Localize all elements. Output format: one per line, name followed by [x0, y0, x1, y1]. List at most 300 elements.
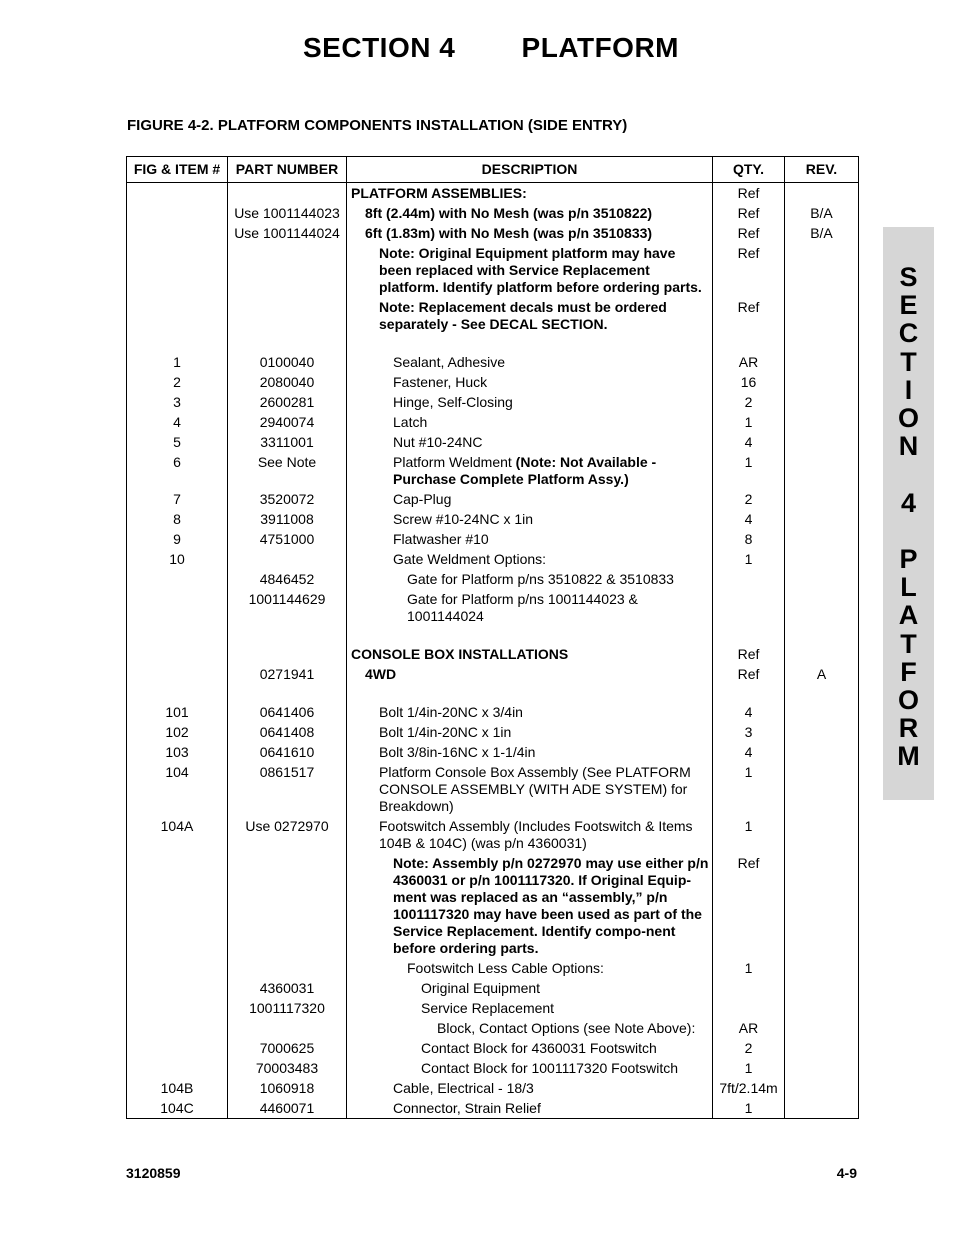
description-text	[351, 646, 710, 663]
description-main: Note: Original Equipment platform may have been replaced with Service Replacement platform. Identify platform before ordering parts.	[379, 244, 702, 295]
qty-cell: Ref	[713, 243, 785, 297]
description-main: Nut #10-24NC	[393, 433, 483, 450]
fig-item-cell	[127, 243, 228, 297]
part-number-cell: 3911008	[228, 509, 347, 529]
table-row	[127, 762, 859, 816]
figure-title: FIGURE 4-2. PLATFORM COMPONENTS INSTALLATION (SIDE ENTRY)	[127, 117, 628, 134]
rev-cell	[785, 243, 859, 297]
side-tab-letter: F	[900, 656, 917, 687]
description-main: 6ft (1.83m) with No Mesh (was p/n 3510833)	[365, 224, 653, 241]
description-cell	[347, 816, 713, 853]
part-number-cell: Use 1001144023	[228, 203, 347, 223]
description-cell	[347, 549, 713, 569]
spacer-cell	[228, 334, 347, 352]
rev-cell	[785, 998, 859, 1018]
description-cell	[347, 452, 713, 489]
table-row	[127, 549, 859, 569]
description-main: Latch	[393, 413, 428, 430]
parts-table-body	[127, 183, 859, 1119]
fig-item-cell: 8	[127, 509, 228, 529]
table-row	[127, 352, 859, 372]
rev-cell	[785, 978, 859, 998]
side-tab-letter: R	[898, 713, 919, 744]
description-cell	[347, 1038, 713, 1058]
part-number-cell	[228, 183, 347, 204]
description-text	[351, 764, 710, 815]
spacer-cell	[347, 626, 713, 644]
fig-item-cell: 104	[127, 762, 228, 816]
part-number-cell: 0100040	[228, 352, 347, 372]
side-tab-letter: L	[900, 572, 917, 603]
qty-cell: 3	[713, 722, 785, 742]
header-fig-item: FIG & ITEM #	[127, 157, 228, 183]
description-text	[351, 704, 710, 721]
description-cell	[347, 589, 713, 626]
fig-item-cell: 104B	[127, 1078, 228, 1098]
description-text	[351, 354, 710, 371]
description-text	[351, 414, 710, 431]
qty-cell: Ref	[713, 223, 785, 243]
part-number-cell: 0641408	[228, 722, 347, 742]
description-text	[351, 960, 710, 977]
rev-cell	[785, 529, 859, 549]
description-cell	[347, 392, 713, 412]
fig-item-cell	[127, 589, 228, 626]
description-cell	[347, 243, 713, 297]
description-text	[351, 245, 710, 296]
header-qty: QTY.	[713, 157, 785, 183]
rev-cell	[785, 297, 859, 334]
spacer-cell	[228, 684, 347, 702]
table-row	[127, 392, 859, 412]
rev-cell	[785, 762, 859, 816]
fig-item-cell: 102	[127, 722, 228, 742]
rev-cell	[785, 742, 859, 762]
side-tab-letter: C	[898, 318, 919, 349]
table-row	[127, 297, 859, 334]
description-text	[351, 1060, 710, 1077]
qty-cell: 1	[713, 412, 785, 432]
fig-item-cell	[127, 853, 228, 958]
fig-item-cell: 104A	[127, 816, 228, 853]
fig-item-cell: 5	[127, 432, 228, 452]
description-cell	[347, 569, 713, 589]
table-row	[127, 1098, 859, 1119]
fig-item-cell	[127, 223, 228, 243]
description-main: Gate for Platform p/ns 3510822 & 3510833	[407, 570, 674, 587]
spacer-cell	[127, 334, 228, 352]
rev-cell	[785, 816, 859, 853]
side-tab-letter: E	[899, 290, 918, 321]
fig-item-cell: 10	[127, 549, 228, 569]
side-tab-letter: S	[899, 262, 918, 292]
description-cell	[347, 352, 713, 372]
rev-cell	[785, 392, 859, 412]
section-side-tab	[883, 227, 934, 800]
description-main: Footswitch Assembly (Includes Footswitch & Items 104B & 104C) (was p/n 4360031)	[379, 817, 693, 851]
table-row	[127, 243, 859, 297]
part-number-cell: 4460071	[228, 1098, 347, 1119]
table-row	[127, 223, 859, 243]
table-row	[127, 1058, 859, 1078]
part-number-cell: 4360031	[228, 978, 347, 998]
table-row	[127, 978, 859, 998]
header-description: DESCRIPTION	[347, 157, 713, 183]
parts-table	[126, 156, 859, 1119]
spacer-cell	[127, 626, 228, 644]
side-tab-letter: N	[898, 431, 919, 462]
part-number-cell: See Note	[228, 452, 347, 489]
fig-item-cell: 101	[127, 702, 228, 722]
part-number-cell	[228, 644, 347, 664]
qty-cell: 8	[713, 529, 785, 549]
qty-cell: Ref	[713, 183, 785, 204]
description-cell	[347, 958, 713, 978]
side-tab-letter: 4	[900, 487, 917, 518]
part-number-cell: 2940074	[228, 412, 347, 432]
spacer-cell	[347, 334, 713, 352]
part-number-cell: 0641406	[228, 702, 347, 722]
rev-cell	[785, 644, 859, 664]
description-cell	[347, 1018, 713, 1038]
table-row	[127, 412, 859, 432]
description-cell	[347, 722, 713, 742]
page-title: SECTION 4 PLATFORM	[303, 32, 679, 63]
qty-cell: AR	[713, 352, 785, 372]
qty-cell: 2	[713, 489, 785, 509]
spacer-row	[127, 684, 859, 702]
description-main: Cap-Plug	[393, 490, 452, 507]
rev-cell	[785, 352, 859, 372]
side-tab-letter: I	[904, 374, 913, 405]
description-cell	[347, 1058, 713, 1078]
description-cell	[347, 1078, 713, 1098]
description-main: Fastener, Huck	[393, 373, 488, 390]
description-cell	[347, 297, 713, 334]
table-row	[127, 722, 859, 742]
side-tab-letter: P	[899, 544, 918, 575]
description-text	[351, 666, 710, 683]
fig-item-cell	[127, 1058, 228, 1078]
rev-cell: B/A	[785, 203, 859, 223]
description-main: Sealant, Adhesive	[393, 353, 506, 370]
fig-item-cell: 7	[127, 489, 228, 509]
spacer-cell	[713, 626, 785, 644]
description-main: Hinge, Self-Closing	[393, 393, 513, 410]
part-number-cell: 4846452	[228, 569, 347, 589]
qty-cell: 2	[713, 392, 785, 412]
description-cell	[347, 509, 713, 529]
part-number-cell: 4751000	[228, 529, 347, 549]
description-text	[351, 394, 710, 411]
part-number-cell: Use 0272970	[228, 816, 347, 853]
table-row	[127, 452, 859, 489]
fig-item-cell: 4	[127, 412, 228, 432]
document-number: 3120859	[126, 1165, 181, 1181]
qty-cell	[713, 978, 785, 998]
side-tab-letter	[883, 460, 934, 488]
description-cell	[347, 664, 713, 684]
spacer-row	[127, 334, 859, 352]
rev-cell	[785, 958, 859, 978]
side-tab-letter: T	[900, 346, 917, 377]
rev-cell	[785, 722, 859, 742]
rev-cell	[785, 432, 859, 452]
part-number-cell	[228, 958, 347, 978]
description-text	[351, 434, 710, 451]
description-cell	[347, 432, 713, 452]
rev-cell	[785, 569, 859, 589]
fig-item-cell	[127, 958, 228, 978]
part-number-cell	[228, 1018, 347, 1038]
description-main: Gate Weldment Options:	[393, 550, 547, 567]
qty-cell: 4	[713, 702, 785, 722]
fig-item-cell	[127, 1038, 228, 1058]
rev-cell: B/A	[785, 223, 859, 243]
side-tab-letter: M	[897, 741, 920, 772]
part-number-cell: 70003483	[228, 1058, 347, 1078]
description-main: Block, Contact Options (see Note Above):	[437, 1019, 696, 1036]
qty-cell: 7ft/2.14m	[713, 1078, 785, 1098]
description-text	[351, 205, 710, 222]
description-main: Gate for Platform p/ns 1001144023 & 1001144024	[407, 590, 638, 624]
table-row	[127, 998, 859, 1018]
qty-cell	[713, 569, 785, 589]
rev-cell	[785, 1078, 859, 1098]
qty-cell: 2	[713, 1038, 785, 1058]
table-row	[127, 702, 859, 722]
description-main: Note: Assembly p/n 0272970 may use either p/n 4360031 or p/n 1001117320. If Original Equip-ment was replaced as an “assembly,” p/n 1001117320 may have been used as part of the Service Replacement. Identify compo-nent before ordering parts.	[393, 854, 709, 956]
description-text	[351, 1000, 710, 1017]
fig-item-cell: 104C	[127, 1098, 228, 1119]
description-cell	[347, 203, 713, 223]
description-cell	[347, 644, 713, 664]
table-row	[127, 569, 859, 589]
table-row	[127, 742, 859, 762]
fig-item-cell: 103	[127, 742, 228, 762]
table-row	[127, 432, 859, 452]
description-cell	[347, 489, 713, 509]
qty-cell: Ref	[713, 644, 785, 664]
part-number-cell: 0861517	[228, 762, 347, 816]
rev-cell	[785, 183, 859, 204]
description-main: Footswitch Less Cable Options:	[407, 959, 604, 976]
description-text	[351, 591, 710, 625]
spacer-row	[127, 626, 859, 644]
description-main: Contact Block for 1001117320 Footswitch	[421, 1059, 679, 1076]
qty-cell	[713, 589, 785, 626]
description-main: Bolt 1/4in-20NC x 1in	[379, 723, 512, 740]
part-number-cell: Use 1001144024	[228, 223, 347, 243]
qty-cell: 1	[713, 452, 785, 489]
table-row	[127, 589, 859, 626]
fig-item-cell	[127, 1018, 228, 1038]
description-main: Note: Replacement decals must be ordered separately - See DECAL SECTION.	[379, 298, 667, 332]
fig-item-cell	[127, 297, 228, 334]
description-main: Platform Weldment	[393, 453, 516, 470]
description-cell	[347, 372, 713, 392]
description-cell	[347, 223, 713, 243]
part-number-cell	[228, 549, 347, 569]
description-text	[351, 374, 710, 391]
table-row	[127, 489, 859, 509]
description-text	[351, 744, 710, 761]
fig-item-cell	[127, 978, 228, 998]
side-tab-letter: T	[900, 628, 917, 659]
spacer-cell	[785, 684, 859, 702]
description-text	[351, 980, 710, 997]
qty-cell: Ref	[713, 297, 785, 334]
qty-cell: AR	[713, 1018, 785, 1038]
description-text	[351, 225, 710, 242]
fig-item-cell: 6	[127, 452, 228, 489]
qty-cell: 4	[713, 509, 785, 529]
side-tab-letter: O	[897, 403, 919, 434]
description-cell	[347, 412, 713, 432]
rev-cell	[785, 412, 859, 432]
part-number-cell	[228, 297, 347, 334]
header-rev: REV.	[785, 157, 859, 183]
table-row	[127, 183, 859, 204]
rev-cell	[785, 853, 859, 958]
description-cell	[347, 853, 713, 958]
fig-item-cell: 2	[127, 372, 228, 392]
description-text	[351, 491, 710, 508]
fig-item-cell	[127, 183, 228, 204]
description-text	[351, 511, 710, 528]
fig-item-cell: 3	[127, 392, 228, 412]
qty-cell: Ref	[713, 853, 785, 958]
table-row	[127, 644, 859, 664]
description-main: CONSOLE BOX INSTALLATIONS	[351, 645, 569, 662]
rev-cell: A	[785, 664, 859, 684]
spacer-cell	[785, 334, 859, 352]
side-tab-letter	[883, 517, 934, 545]
description-cell	[347, 762, 713, 816]
description-text	[351, 299, 710, 333]
part-number-cell: 3311001	[228, 432, 347, 452]
part-number-cell: 1060918	[228, 1078, 347, 1098]
header-part-number: PART NUMBER	[228, 157, 347, 183]
rev-cell	[785, 1038, 859, 1058]
description-note: (Note: Not Available - Purchase Complete Platform Assy.)	[393, 453, 657, 487]
description-text	[351, 724, 710, 741]
qty-cell: 4	[713, 742, 785, 762]
spacer-cell	[127, 684, 228, 702]
part-number-cell	[228, 853, 347, 958]
table-row	[127, 853, 859, 958]
description-main: Cable, Electrical - 18/3	[393, 1079, 534, 1096]
part-number-cell: 3520072	[228, 489, 347, 509]
rev-cell	[785, 489, 859, 509]
rev-cell	[785, 589, 859, 626]
description-main: Screw #10-24NC x 1in	[393, 510, 534, 527]
rev-cell	[785, 1018, 859, 1038]
description-cell	[347, 702, 713, 722]
table-row	[127, 958, 859, 978]
description-main: Platform Console Box Assembly (See PLATFORM CONSOLE ASSEMBLY (WITH ADE SYSTEM) for Breakdown)	[379, 763, 691, 814]
rev-cell	[785, 509, 859, 529]
fig-item-cell: 1	[127, 352, 228, 372]
spacer-cell	[713, 684, 785, 702]
description-main: Bolt 1/4in-20NC x 3/4in	[379, 703, 523, 720]
qty-cell: 16	[713, 372, 785, 392]
qty-cell: Ref	[713, 664, 785, 684]
description-main: Flatwasher #10	[393, 530, 489, 547]
description-main: Original Equipment	[421, 979, 541, 996]
qty-cell: 4	[713, 432, 785, 452]
part-number-cell: 2600281	[228, 392, 347, 412]
description-cell	[347, 742, 713, 762]
rev-cell	[785, 1058, 859, 1078]
qty-cell: 1	[713, 816, 785, 853]
table-header-row	[127, 157, 859, 183]
description-main: Connector, Strain Relief	[393, 1099, 541, 1116]
table-row	[127, 529, 859, 549]
qty-cell: 1	[713, 1098, 785, 1119]
description-text	[351, 531, 710, 548]
table-row	[127, 372, 859, 392]
description-cell	[347, 998, 713, 1018]
part-number-cell: 2080040	[228, 372, 347, 392]
fig-item-cell	[127, 203, 228, 223]
part-number-cell: 7000625	[228, 1038, 347, 1058]
description-text	[351, 551, 710, 568]
rev-cell	[785, 372, 859, 392]
qty-cell: 1	[713, 549, 785, 569]
spacer-cell	[347, 684, 713, 702]
table-row	[127, 203, 859, 223]
spacer-cell	[228, 626, 347, 644]
description-cell	[347, 978, 713, 998]
rev-cell	[785, 1098, 859, 1119]
fig-item-cell	[127, 569, 228, 589]
table-row	[127, 1038, 859, 1058]
side-tab-letter: O	[897, 685, 919, 716]
qty-cell: 1	[713, 1058, 785, 1078]
description-text	[351, 454, 710, 488]
table-row	[127, 1078, 859, 1098]
page-number: 4-9	[836, 1165, 857, 1181]
qty-cell	[713, 998, 785, 1018]
qty-cell: 1	[713, 762, 785, 816]
table-row	[127, 664, 859, 684]
fig-item-cell	[127, 998, 228, 1018]
part-number-cell: 0641610	[228, 742, 347, 762]
rev-cell	[785, 549, 859, 569]
description-cell	[347, 529, 713, 549]
part-number-cell	[228, 243, 347, 297]
spacer-cell	[785, 626, 859, 644]
table-row	[127, 816, 859, 853]
part-number-cell: 0271941	[228, 664, 347, 684]
side-tab-letter: A	[898, 600, 919, 631]
qty-cell: 1	[713, 958, 785, 978]
table-row	[127, 509, 859, 529]
rev-cell	[785, 702, 859, 722]
description-main: Service Replacement	[421, 999, 555, 1016]
description-main: Bolt 3/8in-16NC x 1-1/4in	[379, 743, 536, 760]
table-row	[127, 1018, 859, 1038]
rev-cell	[785, 452, 859, 489]
fig-item-cell	[127, 664, 228, 684]
part-number-cell: 1001144629	[228, 589, 347, 626]
description-text	[351, 818, 710, 852]
side-tab-letters	[883, 227, 934, 771]
description-cell	[347, 1098, 713, 1119]
description-text	[351, 855, 710, 957]
description-text	[351, 1040, 710, 1057]
